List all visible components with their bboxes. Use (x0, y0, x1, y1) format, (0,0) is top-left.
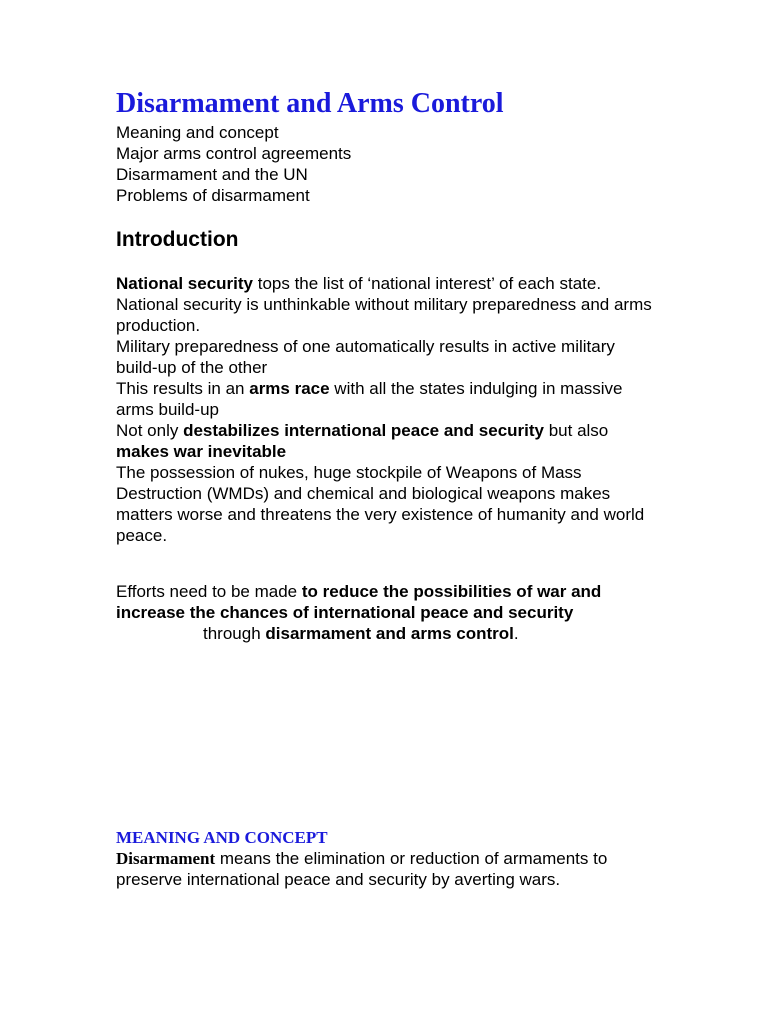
introduction-heading: Introduction (116, 228, 239, 251)
paragraph (116, 420, 656, 462)
defined-term: Disarmament (116, 849, 216, 868)
paragraph: National security is unthinkable without military preparedness and arms production. (116, 295, 652, 335)
efforts-paragraph (116, 581, 656, 644)
paragraph (116, 378, 656, 420)
text-run: with all the states indulging in massive arms build-up (116, 379, 623, 419)
topic-item: Disarmament and the UN (116, 165, 308, 184)
topic-item: Major arms control agreements (116, 144, 352, 163)
paragraph (116, 581, 656, 623)
topic-item: Meaning and concept (116, 123, 279, 142)
text-run: tops the list of ‘national interest’ of each state. (253, 274, 602, 293)
paragraph: The possession of nukes, huge stockpile of Weapons of Mass Destruction (WMDs) and chemical and biological weapons makes matters worse and threatens the very existence of humanity and world peace. (116, 463, 645, 545)
text-run: . (513, 624, 519, 643)
topic-list (116, 122, 351, 206)
topic-item: Problems of disarmament (116, 186, 310, 205)
bold-text: National security (116, 274, 253, 293)
text-run: means the elimination or reduction of armaments to preserve international peace and security by averting wars. (116, 849, 608, 889)
text-run: Not only (116, 421, 184, 440)
text-run: but also (544, 421, 609, 440)
bold-text: destabilizes international peace and security (183, 421, 544, 440)
bold-text: arms race (249, 379, 330, 398)
page-title: Disarmament and Arms Control (116, 88, 504, 119)
bold-text: to reduce the possibilities of war and increase the chances of international peace and security (116, 582, 602, 622)
text-run: Efforts need to be made (116, 582, 302, 601)
text-run: This results in an (116, 379, 250, 398)
introduction-body (116, 273, 656, 546)
section-heading: MEANING AND CONCEPT (116, 828, 328, 847)
paragraph (116, 273, 656, 294)
bold-text: makes war inevitable (116, 442, 287, 461)
bold-text: disarmament and arms control (265, 624, 514, 643)
paragraph (116, 623, 656, 644)
paragraph: Military preparedness of one automatically results in active military build-up of the other (116, 337, 615, 377)
definition-paragraph (116, 848, 656, 890)
text-run: through (203, 624, 266, 643)
